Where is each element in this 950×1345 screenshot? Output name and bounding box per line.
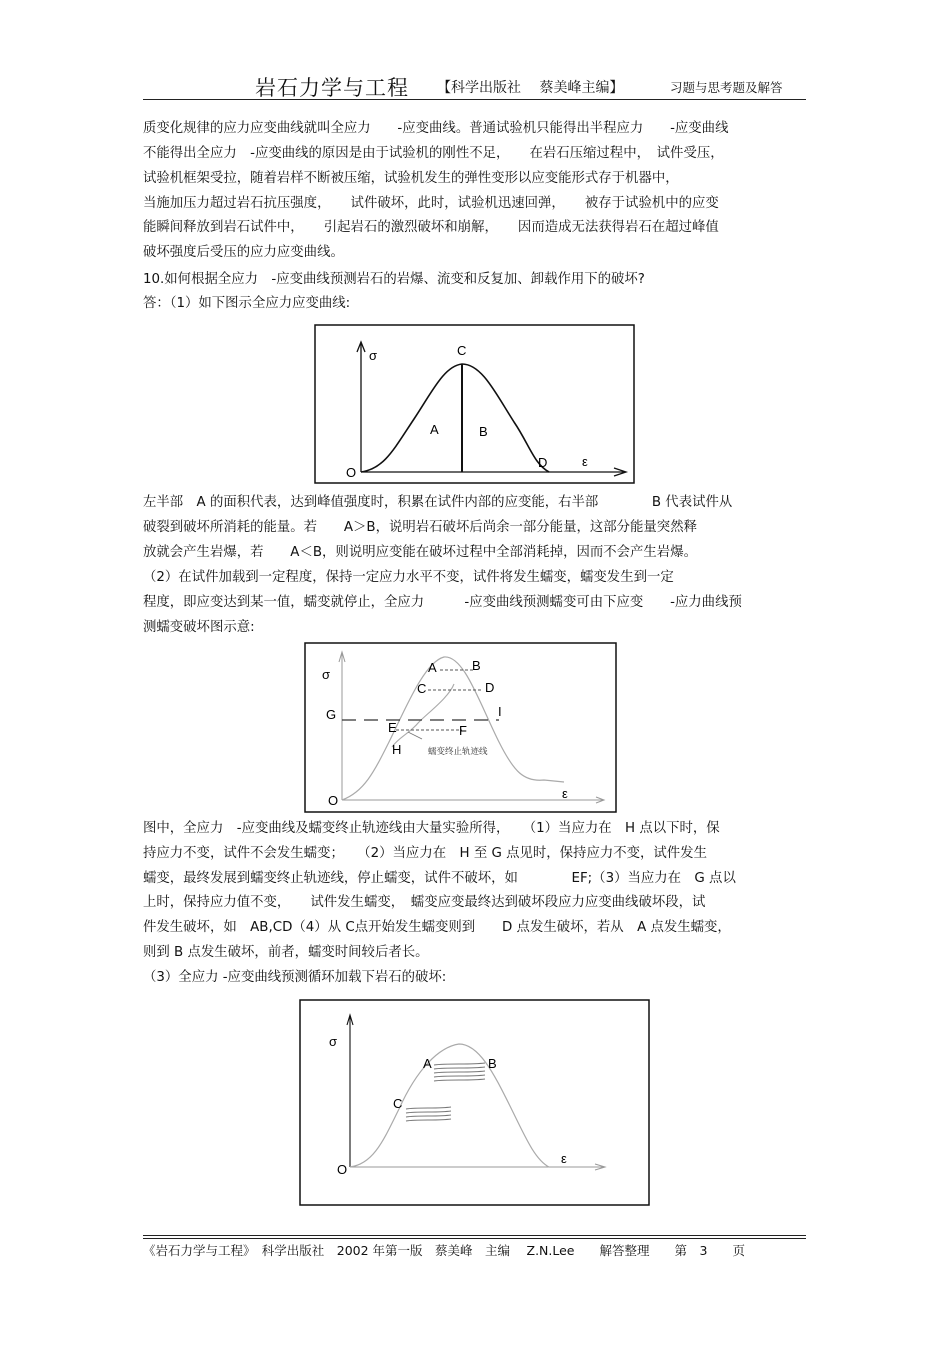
point-label-H: H (392, 742, 402, 757)
text-line: 能瞬间释放到岩石试件中， 引起岩石的激烈破坏和崩解， 因而造成无法获得岩石在超过峰值 (143, 220, 719, 235)
point-label-D: D (538, 455, 548, 470)
text-line: 放就会产生岩爆，若 A＜B，则说明应变能在破坏过程中全部消耗掉，因而不会产生岩爆。 (143, 545, 697, 560)
text-line: （3）全应力 -应变曲线预测循环加载下岩石的破坏: (143, 970, 447, 985)
point-label-C: C (417, 681, 427, 696)
point-label-F: F (459, 723, 467, 738)
point-label-A: A (423, 1056, 432, 1071)
page-footer: 《岩石力学与工程》 科学出版社 2002 年第一版 蔡美峰 主编 Z.N.Lee 解答整理 第 3 页 (143, 1243, 745, 1258)
figure-full-stress-strain (314, 324, 636, 490)
epsilon-label: ε (582, 454, 588, 469)
creep-termination-note: 蠕变终止轨迹线 (428, 746, 488, 756)
text-line: 破坏强度后受压的应力应变曲线。 (143, 245, 344, 260)
text-line: 测蠕变破坏图示意: (143, 620, 255, 635)
question-10: 10.如何根据全应力 -应变曲线预测岩石的岩爆、流变和反复加、卸载作用下的破坏? (143, 272, 645, 287)
origin-label: O (346, 465, 357, 480)
point-label-G: G (326, 707, 337, 722)
epsilon-label: ε (562, 786, 568, 801)
point-label-A: A (428, 660, 437, 675)
origin-label: O (328, 793, 339, 808)
sigma-label: σ (329, 1034, 338, 1049)
area-label-A: A (430, 422, 439, 437)
text-line: 图中，全应力 -应变曲线及蠕变终止轨迹线由大量实验所得， （1）当应力在 H 点以下时，保 (143, 821, 720, 836)
answer-intro: 答：（1）如下图示全应力应变曲线: (143, 296, 351, 311)
point-label-C: C (393, 1096, 403, 1111)
text-line: 件发生破坏，如 AB,CD（4）从 C点开始发生蠕变则到 D 点发生破坏，若从 A 点发生蠕变， (143, 920, 731, 935)
origin-label: O (337, 1162, 348, 1177)
text-line: 破裂到破坏所消耗的能量。若 A＞B，说明岩石破坏后尚余一部分能量，这部分能量突然释 (143, 520, 697, 535)
text-line: 试验机框架受拉，随着岩样不断被压缩，试验机发生的弹性变形以应变能形式存于机器中， (143, 171, 679, 186)
figure-creep-prediction (304, 642, 618, 818)
point-label-I: I (498, 704, 502, 719)
sigma-label: σ (322, 667, 331, 682)
text-line: 质变化规律的应力应变曲线就叫全应力 -应变曲线。普通试验机只能得出半程应力 -应变曲线 (143, 121, 729, 136)
section-label: 习题与思考题及解答 (670, 80, 783, 95)
text-line: 持应力不变，试件不会发生蠕变； （2）当应力在 H 至 G 点见时，保持应力不变，试件发生 (143, 846, 707, 861)
text-line: 程度，即应变达到某一值，蠕变就停止，全应力 -应变曲线预测蠕变可由下应变 -应力曲线预 (143, 595, 742, 610)
text-line: 当施加压力超过岩石抗压强度， 试件破坏，此时，试验机迅速回弹， 被存于试验机中的应变 (143, 196, 719, 211)
point-label-B: B (488, 1056, 497, 1071)
publisher-label: 【科学出版社 蔡美峰主编】 (437, 80, 624, 96)
sigma-label: σ (369, 348, 378, 363)
point-label-D: D (485, 680, 495, 695)
text-line: 左半部 A 的面积代表，达到峰值强度时，积累在试件内部的应变能，右半部 B 代表试件从 (143, 495, 733, 510)
point-label-E: E (388, 720, 397, 735)
text-line: （2）在试件加载到一定程度，保持一定应力水平不变，试件将发生蠕变，蠕变发生到一定 (143, 570, 674, 585)
area-label-B: B (479, 424, 488, 439)
book-title: 岩石力学与工程 (255, 76, 409, 100)
text-line: 上时，保持应力值不变， 试件发生蠕变， 蠕变应变最终达到破坏段应力应变曲线破坏段，试 (143, 895, 706, 910)
text-line: 则到 B 点发生破坏，前者，蠕变时间较后者长。 (143, 945, 429, 960)
header-rule (143, 99, 806, 100)
footer-rule (143, 1238, 806, 1239)
epsilon-label: ε (561, 1151, 567, 1166)
figure-cyclic-loading (299, 999, 651, 1211)
text-line: 不能得出全应力 -应变曲线的原因是由于试验机的刚性不足， 在岩石压缩过程中， 试件受压， (143, 146, 724, 161)
footer-rule (143, 1235, 806, 1236)
peak-label-C: C (457, 343, 467, 358)
point-label-B: B (472, 658, 481, 673)
text-line: 蠕变，最终发展到蠕变终止轨迹线，停止蠕变，试件不破坏，如 EF;（3）当应力在 G 点以 (143, 871, 736, 886)
